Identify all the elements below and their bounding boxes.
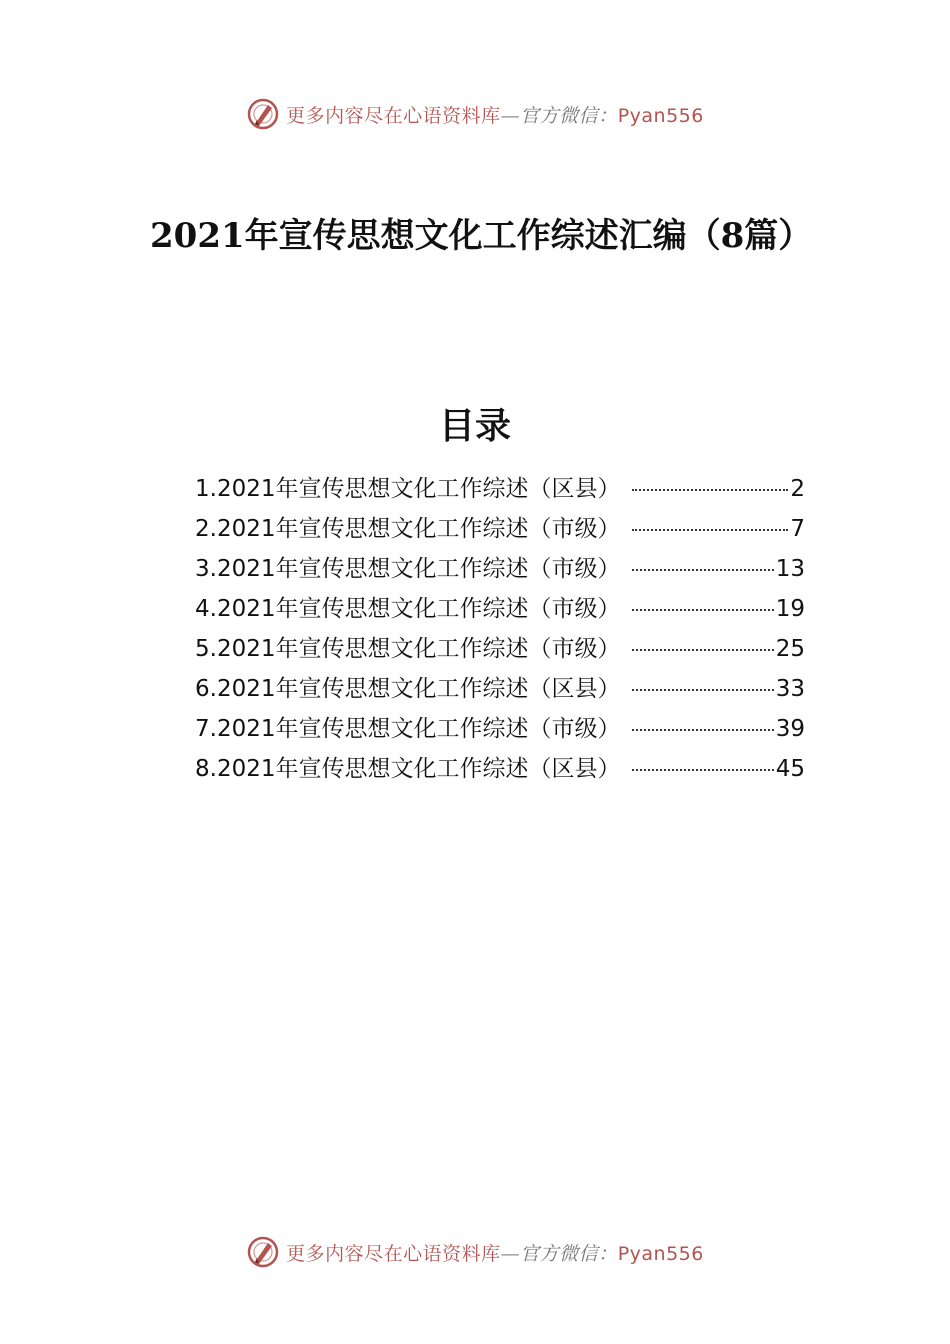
- toc-item-label: 8.2021年宣传思想文化工作综述（区县）: [195, 756, 621, 782]
- banner-wechat-id: Pyan556: [617, 104, 704, 127]
- toc-leader-dots: [632, 528, 788, 531]
- toc-item[interactable]: [195, 750, 805, 790]
- toc-leader-dots: [632, 608, 773, 611]
- toc-item-label: 6.2021年宣传思想文化工作综述（区县）: [195, 676, 621, 702]
- toc-leader-dots: [632, 488, 788, 491]
- toc-item[interactable]: [195, 710, 805, 750]
- toc-leader-dots: [632, 768, 773, 771]
- pen-nib-circle-icon: [246, 1235, 280, 1269]
- toc-leader-dots: [632, 568, 773, 571]
- banner-dash: —: [500, 1242, 521, 1265]
- toc-item-label: 3.2021年宣传思想文化工作综述（市级）: [195, 556, 621, 582]
- document-title: 2021年宣传思想文化工作综述汇编（8篇）: [150, 216, 813, 256]
- banner-dash: —: [500, 104, 521, 127]
- toc-item[interactable]: [195, 630, 805, 670]
- toc-item[interactable]: [195, 470, 805, 510]
- toc-item-label: 5.2021年宣传思想文化工作综述（市级）: [195, 636, 621, 662]
- banner-library-text: 更多内容尽在心语资料库: [286, 104, 501, 127]
- banner-official-label: 官方微信：: [520, 1242, 618, 1265]
- toc-item-label: 1.2021年宣传思想文化工作综述（区县）: [195, 476, 621, 502]
- toc-item-page: 25: [775, 636, 805, 662]
- toc-leader-dots: [632, 648, 773, 651]
- table-of-contents: [195, 470, 805, 790]
- toc-item[interactable]: [195, 550, 805, 590]
- footer-banner: [0, 1232, 950, 1272]
- header-banner: [0, 94, 950, 134]
- banner-official-label: 官方微信：: [520, 104, 618, 127]
- toc-item[interactable]: [195, 670, 805, 710]
- toc-leader-dots: [632, 728, 773, 731]
- toc-item-page: 39: [775, 716, 805, 742]
- toc-item-label: 4.2021年宣传思想文化工作综述（市级）: [195, 596, 621, 622]
- banner-text: [286, 1239, 704, 1266]
- pen-nib-circle-icon: [246, 97, 280, 131]
- toc-item-page: 2: [790, 476, 805, 502]
- banner-library-text: 更多内容尽在心语资料库: [286, 1242, 501, 1265]
- toc-item[interactable]: [195, 510, 805, 550]
- toc-item[interactable]: [195, 590, 805, 630]
- toc-item-page: 7: [790, 516, 805, 542]
- toc-item-page: 33: [775, 676, 805, 702]
- toc-item-page: 45: [775, 756, 805, 782]
- toc-leader-dots: [632, 688, 773, 691]
- banner-wechat-id: Pyan556: [617, 1242, 704, 1265]
- toc-heading: 目录: [438, 405, 511, 447]
- banner-text: [286, 101, 704, 128]
- toc-item-label: 2.2021年宣传思想文化工作综述（市级）: [195, 516, 621, 542]
- toc-item-label: 7.2021年宣传思想文化工作综述（市级）: [195, 716, 621, 742]
- toc-item-page: 13: [775, 556, 805, 582]
- toc-item-page: 19: [775, 596, 805, 622]
